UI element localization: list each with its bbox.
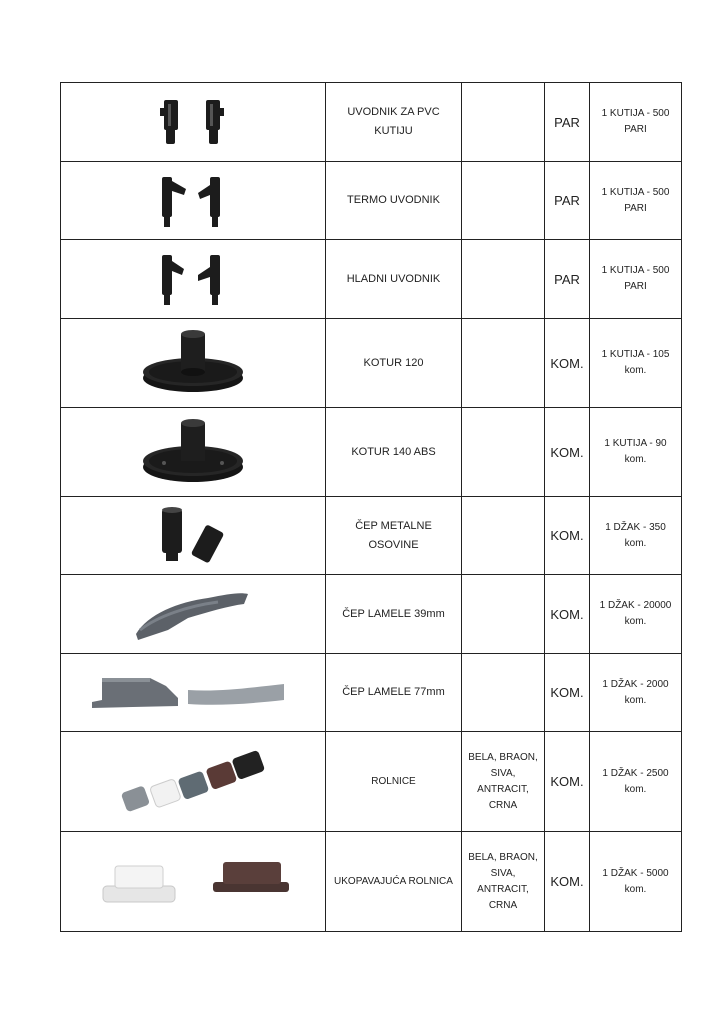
product-image-cell — [61, 162, 326, 240]
product-colors — [462, 654, 545, 732]
product-image-cell — [61, 408, 326, 497]
product-pack: 1 DŽAK - 20000 kom. — [590, 575, 682, 654]
product-pack: 1 DŽAK - 2000 kom. — [590, 654, 682, 732]
product-pack: 1 KUTIJA - 105 kom. — [590, 319, 682, 408]
table-row — [61, 83, 682, 162]
product-pack: 1 DŽAK - 2500 kom. — [590, 732, 682, 832]
recessed-guide-icon — [93, 852, 293, 912]
product-unit: KOM. — [545, 497, 590, 575]
product-table — [60, 82, 682, 932]
product-image-cell — [61, 240, 326, 319]
product-unit: PAR — [545, 162, 590, 240]
product-name: ČEP LAMELE 77mm — [326, 654, 462, 732]
product-image-cell — [61, 654, 326, 732]
product-unit: PAR — [545, 83, 590, 162]
product-name: ČEP LAMELE 39mm — [326, 575, 462, 654]
table-row — [61, 832, 682, 932]
product-table-sheet — [60, 82, 681, 932]
table-row — [61, 162, 682, 240]
product-name: ČEP METALNE OSOVINE — [326, 497, 462, 575]
table-row — [61, 240, 682, 319]
product-colors — [462, 575, 545, 654]
product-colors — [462, 408, 545, 497]
product-image-cell — [61, 319, 326, 408]
strap-guide-icon — [118, 740, 268, 824]
product-name: ROLNICE — [326, 732, 462, 832]
product-pack: 1 KUTIJA - 500 PARI — [590, 240, 682, 319]
product-colors — [462, 240, 545, 319]
product-unit: PAR — [545, 240, 590, 319]
product-image-cell — [61, 832, 326, 932]
thermo-entry-icon — [148, 171, 238, 231]
product-colors — [462, 83, 545, 162]
pulley-120-icon — [138, 328, 248, 398]
product-image-cell — [61, 732, 326, 832]
product-pack: 1 KUTIJA - 500 PARI — [590, 83, 682, 162]
table-row — [61, 319, 682, 408]
product-colors: BELA, BRAON, SIVA, ANTRACIT, CRNA — [462, 832, 545, 932]
slat-cap-39-icon — [128, 584, 258, 644]
pvc-box-entry-icon — [148, 94, 238, 150]
table-row — [61, 497, 682, 575]
product-colors — [462, 162, 545, 240]
product-image-cell — [61, 83, 326, 162]
cold-entry-icon — [148, 249, 238, 309]
product-colors — [462, 497, 545, 575]
product-pack: 1 KUTIJA - 90 kom. — [590, 408, 682, 497]
product-name: TERMO UVODNIK — [326, 162, 462, 240]
product-name: KOTUR 140 ABS — [326, 408, 462, 497]
product-pack: 1 KUTIJA - 500 PARI — [590, 162, 682, 240]
table-row — [61, 408, 682, 497]
product-colors: BELA, BRAON, SIVA, ANTRACIT, CRNA — [462, 732, 545, 832]
product-pack: 1 DŽAK - 350 kom. — [590, 497, 682, 575]
product-image-cell — [61, 575, 326, 654]
product-unit: KOM. — [545, 408, 590, 497]
product-colors — [462, 319, 545, 408]
table-row — [61, 575, 682, 654]
table-row — [61, 654, 682, 732]
product-image-cell — [61, 497, 326, 575]
axle-cap-icon — [148, 503, 238, 569]
product-name: KOTUR 120 — [326, 319, 462, 408]
product-pack: 1 DŽAK - 5000 kom. — [590, 832, 682, 932]
pulley-140-icon — [138, 417, 248, 487]
product-unit: KOM. — [545, 654, 590, 732]
slat-cap-77-icon — [88, 668, 298, 718]
product-name: UKOPAVAJUĆA ROLNICA — [326, 832, 462, 932]
product-name: HLADNI UVODNIK — [326, 240, 462, 319]
product-unit: KOM. — [545, 832, 590, 932]
table-row — [61, 732, 682, 832]
product-unit: KOM. — [545, 575, 590, 654]
product-unit: KOM. — [545, 732, 590, 832]
product-unit: KOM. — [545, 319, 590, 408]
product-name: UVODNIK ZA PVC KUTIJU — [326, 83, 462, 162]
